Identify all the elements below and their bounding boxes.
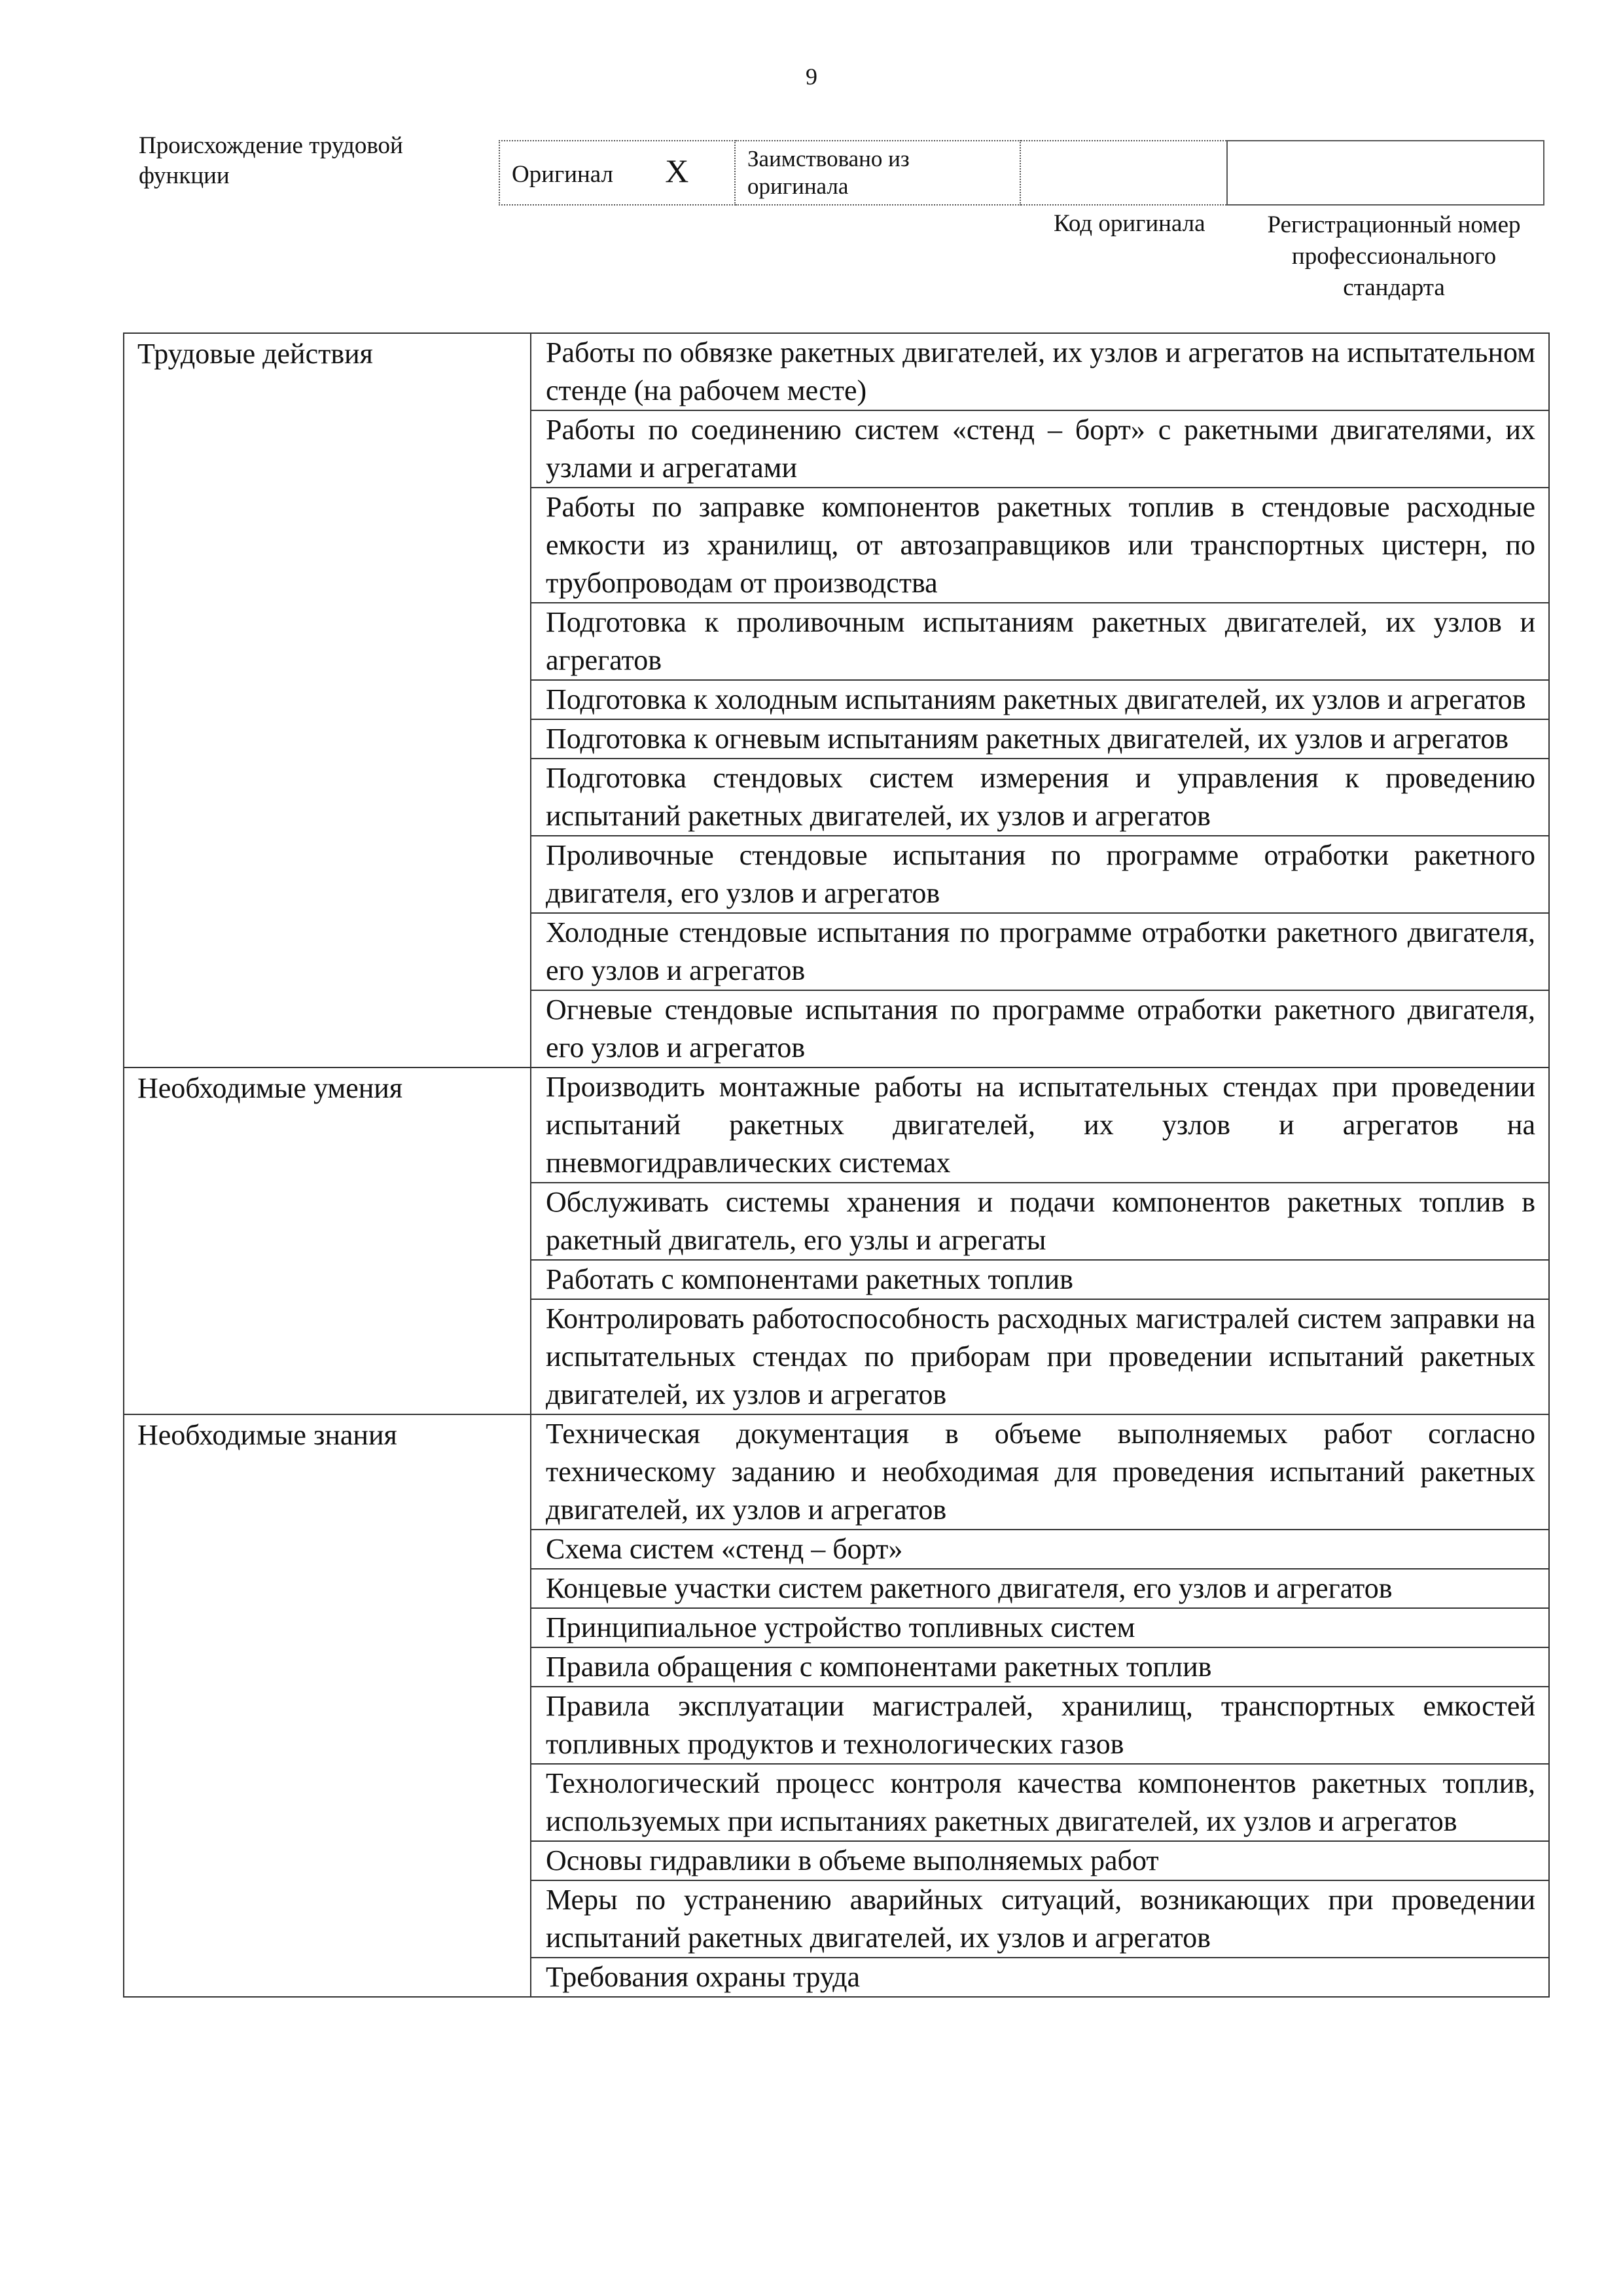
knowledge-item: Требования охраны труда <box>531 1958 1549 1997</box>
table-row <box>124 333 1549 410</box>
original-mark: X <box>665 152 689 189</box>
registration-number-cell <box>1227 141 1544 205</box>
knowledge-item: Концевые участки систем ракетного двигателя, его узлов и агрегатов <box>531 1569 1549 1608</box>
knowledge-item: Техническая документация в объеме выполняемых работ согласно техническому заданию и необходимая для проведения испытаний ракетных двигателей, их узлов и агрегатов <box>531 1414 1549 1530</box>
page-number: 9 <box>806 63 817 90</box>
skill-item: Производить монтажные работы на испытательных стендах при проведении испытаний ракетных двигателей, их узлов и агрегатов на пневмогидравлических системах <box>531 1067 1549 1183</box>
original-code-cell <box>1020 141 1227 205</box>
registration-caption: Регистрационный номер профессионального стандарта <box>1267 211 1521 301</box>
skill-item: Обслуживать системы хранения и подачи компонентов ракетных топлив в ракетный двигатель, его узлы и агрегаты <box>531 1183 1549 1260</box>
function-table <box>123 332 1550 1998</box>
skill-item: Работать с компонентами ракетных топлив <box>531 1260 1549 1299</box>
knowledge-item: Технологический процесс контроля качества компонентов ракетных топлив, используемых при испытаниях ракетных двигателей, их узлов и агрегатов <box>531 1764 1549 1841</box>
knowledge-item: Принципиальное устройство топливных систем <box>531 1608 1549 1647</box>
action-item: Подготовка к проливочным испытаниям ракетных двигателей, их узлов и агрегатов <box>531 603 1549 680</box>
origin-label: Происхождение трудовой функции <box>139 132 403 189</box>
section-title-skills: Необходимые умения <box>124 1067 531 1414</box>
section-title-actions: Трудовые действия <box>124 333 531 1067</box>
action-item: Огневые стендовые испытания по программе отработки ракетного двигателя, его узлов и агрегатов <box>531 990 1549 1067</box>
knowledge-item: Основы гидравлики в объеме выполняемых работ <box>531 1841 1549 1880</box>
action-item: Подготовка к огневым испытаниям ракетных двигателей, их узлов и агрегатов <box>531 719 1549 759</box>
action-item: Проливочные стендовые испытания по программе отработки ракетного двигателя, его узлов и агрегатов <box>531 836 1549 913</box>
original-cell <box>499 141 735 205</box>
borrowed-cell: Заимствовано из оригинала <box>735 141 1020 205</box>
knowledge-item: Меры по устранению аварийных ситуаций, возникающих при проведении испытаний ракетных двигателей, их узлов и агрегатов <box>531 1880 1549 1958</box>
action-item: Работы по заправке компонентов ракетных топлив в стендовые расходные емкости из хранилищ, от автозаправщиков или транспортных цистерн, по трубопроводам от производства <box>531 488 1549 603</box>
action-item: Холодные стендовые испытания по программе отработки ракетного двигателя, его узлов и агрегатов <box>531 913 1549 990</box>
action-item: Подготовка стендовых систем измерения и управления к проведению испытаний ракетных двигателей, их узлов и агрегатов <box>531 759 1549 836</box>
skill-item: Контролировать работоспособность расходных магистралей систем заправки на испытательных стендах по приборам при проведении испытаний ракетных двигателей, их узлов и агрегатов <box>531 1299 1549 1414</box>
action-item: Подготовка к холодным испытаниям ракетных двигателей, их узлов и агрегатов <box>531 680 1549 719</box>
knowledge-item: Правила эксплуатации магистралей, хранилищ, транспортных емкостей топливных продуктов и технологических газов <box>531 1687 1549 1764</box>
action-item: Работы по соединению систем «стенд – борт» с ракетными двигателями, их узлами и агрегатами <box>531 410 1549 488</box>
code-caption: Код оригинала <box>1054 210 1205 237</box>
origin-table <box>499 140 1544 206</box>
table-row <box>124 1067 1549 1183</box>
knowledge-item: Схема систем «стенд – борт» <box>531 1530 1549 1569</box>
section-title-knowledge: Необходимые знания <box>124 1414 531 1997</box>
original-label: Оригинал <box>512 161 614 188</box>
table-row <box>124 1414 1549 1530</box>
action-item: Работы по обвязке ракетных двигателей, их узлов и агрегатов на испытательном стенде (на рабочем месте) <box>531 333 1549 410</box>
knowledge-item: Правила обращения с компонентами ракетных топлив <box>531 1647 1549 1687</box>
